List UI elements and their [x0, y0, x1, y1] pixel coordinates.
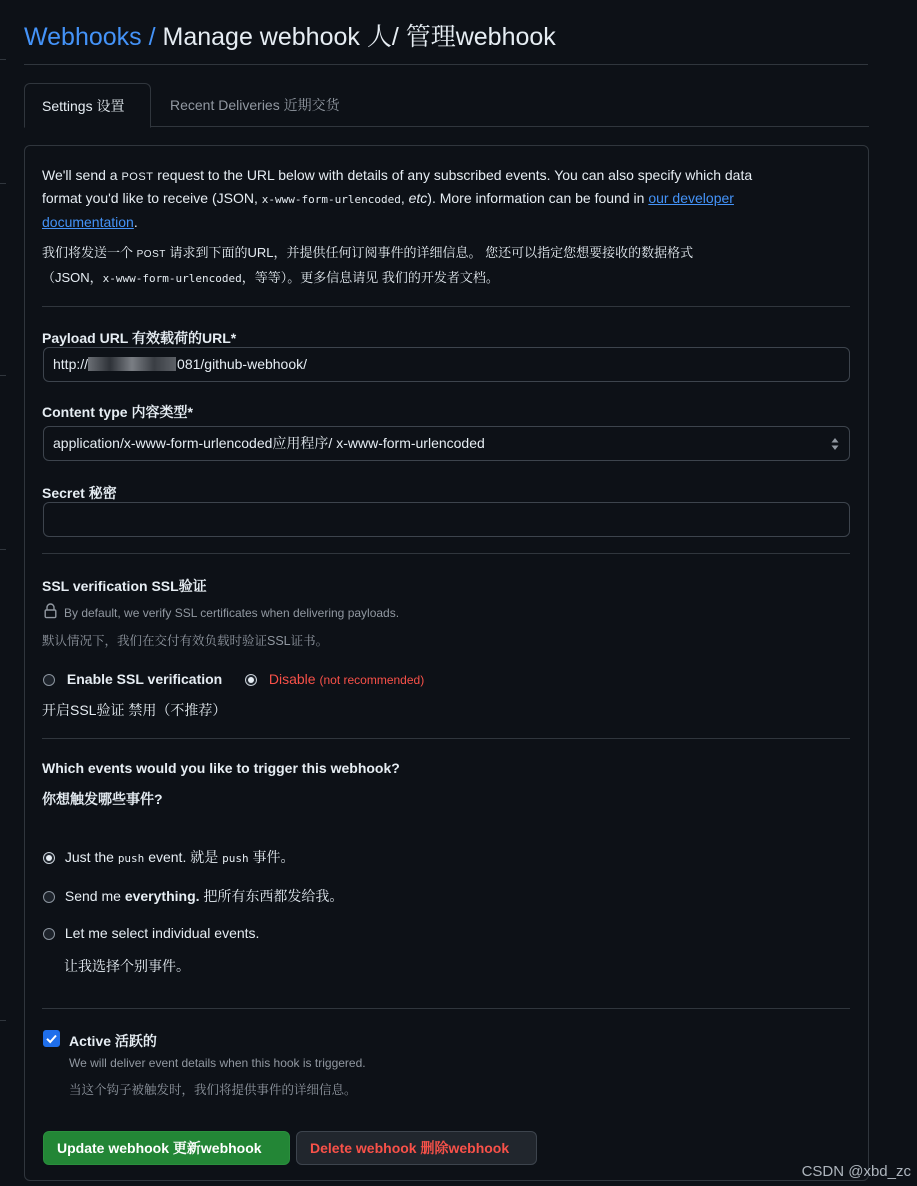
ssl-enable-option[interactable]	[43, 671, 222, 687]
intro-cn-line-2	[42, 265, 499, 292]
payload-url-suffix: 081/github-webhook/	[177, 356, 308, 372]
divider	[42, 306, 850, 307]
ssl-note-cn: 默认情况下，我们在交付有效负载时验证SSL证书。	[42, 634, 329, 648]
intro-text: request to the URL below with details of any subscribed events. You can also specify which data	[153, 167, 753, 183]
intro-cn-line-1	[42, 240, 693, 268]
push-code: push	[117, 852, 145, 865]
ssl-enable-radio[interactable]	[43, 674, 55, 686]
divider	[42, 553, 850, 554]
update-webhook-button[interactable]: Update webhook 更新webhook	[43, 1131, 290, 1165]
event-everything-label: 把所有东西都发给我。	[199, 888, 344, 904]
secret-input[interactable]	[43, 502, 850, 537]
page-title: Manage webhook 人/ 管理webhook	[162, 23, 556, 51]
event-push-label: 事件。	[248, 849, 295, 865]
tab-bar	[24, 83, 869, 127]
payload-url-input[interactable]	[43, 347, 850, 382]
ssl-disable-radio[interactable]	[245, 674, 257, 686]
divider	[42, 738, 850, 739]
active-desc-cn: 当这个钩子被触发时，我们将提供事件的详细信息。	[69, 1083, 357, 1097]
content-type-selected-value: application/x-www-form-urlencoded应用程序/ x-www-form-urlencoded	[53, 435, 485, 451]
ssl-disable-note: (not recommended)	[319, 673, 425, 687]
intro-line-2	[42, 187, 734, 212]
intro-cn-text: ，等等）。更多信息请见 我们的开发者文档。	[241, 270, 499, 285]
ssl-heading: SSL verification SSL验证	[42, 578, 207, 594]
event-individual-label: Let me select individual events.	[64, 925, 260, 941]
events-question: Which events would you like to trigger this webhook?	[42, 760, 400, 776]
intro-line-3	[42, 211, 138, 235]
event-push-label: Just the	[64, 849, 118, 865]
event-option-push[interactable]	[43, 847, 295, 867]
divider	[42, 1008, 850, 1009]
developer-docs-link[interactable]: our developer	[648, 190, 734, 206]
push-code: push	[222, 852, 249, 865]
post-keyword: POST	[121, 171, 154, 183]
event-option-everything[interactable]	[43, 886, 343, 906]
intro-cn-text: （JSON，	[42, 270, 103, 285]
tab-settings[interactable]: Settings 设置	[24, 83, 151, 128]
delete-webhook-button[interactable]: Delete webhook 删除webhook	[296, 1131, 537, 1165]
intro-line-1	[42, 164, 752, 190]
format-code: x-www-form-urlencoded	[261, 193, 401, 206]
tab-recent-deliveries[interactable]: Recent Deliveries 近期交货	[170, 97, 340, 113]
event-individual-cn: 让我选择个别事件。	[64, 958, 190, 974]
format-code: x-www-form-urlencoded	[102, 272, 242, 285]
settings-form	[24, 145, 869, 1181]
event-everything-radio[interactable]	[43, 891, 55, 903]
ssl-options-cn: 开启SSL验证 禁用（不推荐）	[42, 702, 227, 718]
events-question-cn: 你想触发哪些事件?	[42, 791, 163, 807]
active-label: Active 活跃的	[69, 1033, 157, 1049]
intro-text: format you'd like to receive (JSON,	[42, 190, 262, 206]
lock-icon	[44, 603, 57, 619]
event-everything-label: Send me	[64, 888, 125, 904]
active-checkbox[interactable]	[43, 1030, 60, 1047]
edge-mark	[0, 183, 6, 184]
event-individual-radio[interactable]	[43, 928, 55, 940]
breadcrumb-separator: /	[141, 23, 163, 51]
post-keyword: POST	[136, 249, 166, 260]
edge-mark	[0, 549, 6, 550]
intro-cn-text: 请求到下面的URL，并提供任何订阅事件的详细信息。 您还可以指定您想要接收的数据格式	[165, 245, 694, 260]
intro-cn-text: 我们将发送一个	[42, 245, 137, 260]
intro-text: .	[133, 214, 138, 230]
checkmark-icon	[45, 1032, 58, 1045]
content-type-select[interactable]	[43, 426, 850, 461]
edge-mark	[0, 59, 6, 60]
event-option-individual[interactable]	[43, 925, 259, 941]
ssl-disable-option[interactable]	[245, 671, 424, 687]
select-updown-icon	[831, 437, 839, 451]
ssl-disable-label: Disable	[268, 671, 316, 687]
ssl-enable-label: Enable SSL verification	[66, 671, 223, 687]
event-push-label: event. 就是	[144, 849, 223, 865]
edge-mark	[0, 375, 6, 376]
ssl-note: By default, we verify SSL certificates when delivering payloads.	[64, 606, 400, 620]
developer-docs-link[interactable]: documentation	[42, 214, 134, 230]
redacted-host	[88, 357, 176, 371]
intro-text: We'll send a	[42, 167, 122, 183]
watermark: CSDN @xbd_zc	[801, 1163, 911, 1180]
intro-text: ). More information can be found in	[427, 190, 649, 206]
active-desc: We will deliver event details when this hook is triggered.	[69, 1056, 366, 1070]
everything-bold: everything.	[124, 888, 200, 904]
payload-url-label: Payload URL 有效载荷的URL*	[42, 330, 237, 346]
event-push-radio[interactable]	[43, 852, 55, 864]
etc-text: etc	[408, 190, 428, 206]
page-header	[24, 20, 868, 65]
breadcrumb-webhooks-link[interactable]: Webhooks	[24, 23, 142, 51]
intro-text: ,	[400, 190, 409, 206]
edge-mark	[0, 1020, 6, 1021]
payload-url-prefix: http://	[53, 356, 89, 372]
content-type-label: Content type 内容类型*	[42, 404, 193, 420]
secret-label: Secret 秘密	[42, 485, 117, 501]
